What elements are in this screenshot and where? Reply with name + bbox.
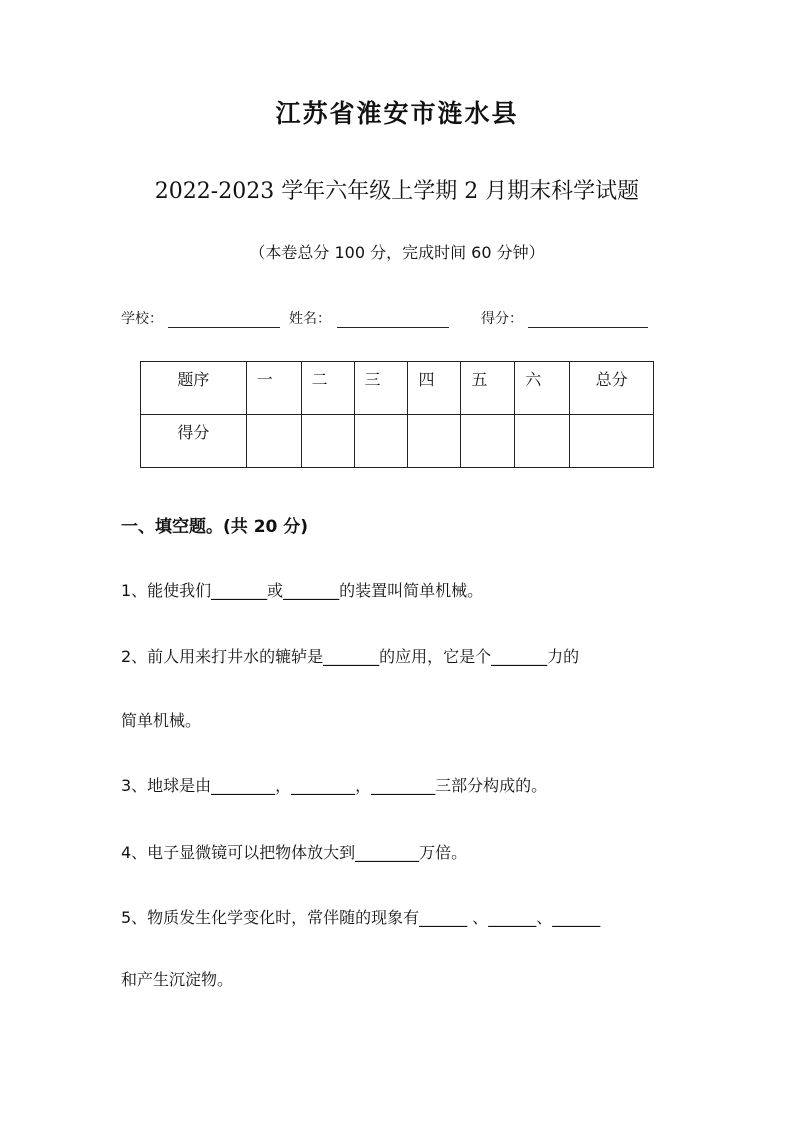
name-label: 姓名： bbox=[289, 311, 331, 327]
question-1: 1、能使我们_______或_______的装置叫简单机械。 bbox=[121, 581, 484, 600]
score-table-header: 四 bbox=[408, 362, 461, 415]
school-field[interactable] bbox=[168, 327, 280, 328]
question-4: 4、电子显微镜可以把物体放大到________万倍。 bbox=[121, 843, 468, 862]
question-3: 3、地球是由________，________，________三部分构成的。 bbox=[121, 776, 548, 795]
exam-title: 2022-2023 学年六年级上学期 2 月期末科学试题 bbox=[154, 179, 640, 204]
score-table-header-row bbox=[141, 362, 654, 415]
score-cell[interactable] bbox=[354, 415, 408, 468]
score-table-header: 三 bbox=[354, 362, 408, 415]
score-field[interactable] bbox=[528, 327, 648, 328]
score-table-header: 总分 bbox=[570, 362, 654, 415]
question-2-continuation: 简单机械。 bbox=[121, 711, 202, 730]
score-cell[interactable] bbox=[246, 415, 301, 468]
question-5: 5、物质发生化学变化时，常伴随的现象有______ 、______、______ bbox=[121, 908, 601, 927]
exam-note: （本卷总分 100 分，完成时间 60 分钟） bbox=[249, 243, 545, 262]
question-2: 2、前人用来打井水的辘轳是_______的应用，它是个_______力的 bbox=[121, 647, 580, 666]
score-cell[interactable] bbox=[515, 415, 570, 468]
score-table-header: 题序 bbox=[141, 362, 247, 415]
score-cell[interactable] bbox=[408, 415, 461, 468]
score-table-header: 五 bbox=[461, 362, 515, 415]
score-table-header: 一 bbox=[246, 362, 301, 415]
score-table-header: 六 bbox=[515, 362, 570, 415]
question-5-continuation: 和产生沉淀物。 bbox=[121, 970, 234, 989]
score-cell[interactable] bbox=[301, 415, 354, 468]
school-label: 学校： bbox=[121, 311, 163, 327]
region-title: 江苏省淮安市涟水县 bbox=[275, 99, 519, 128]
score-cell[interactable] bbox=[461, 415, 515, 468]
score-table-row-label: 得分 bbox=[141, 415, 247, 468]
name-field[interactable] bbox=[337, 327, 449, 328]
section-heading: 一、填空题。(共 20 分) bbox=[121, 517, 309, 537]
score-cell[interactable] bbox=[570, 415, 654, 468]
score-label: 得分： bbox=[481, 311, 523, 327]
score-table-score-row bbox=[141, 415, 654, 468]
score-table bbox=[140, 361, 654, 468]
score-table-header: 二 bbox=[301, 362, 354, 415]
